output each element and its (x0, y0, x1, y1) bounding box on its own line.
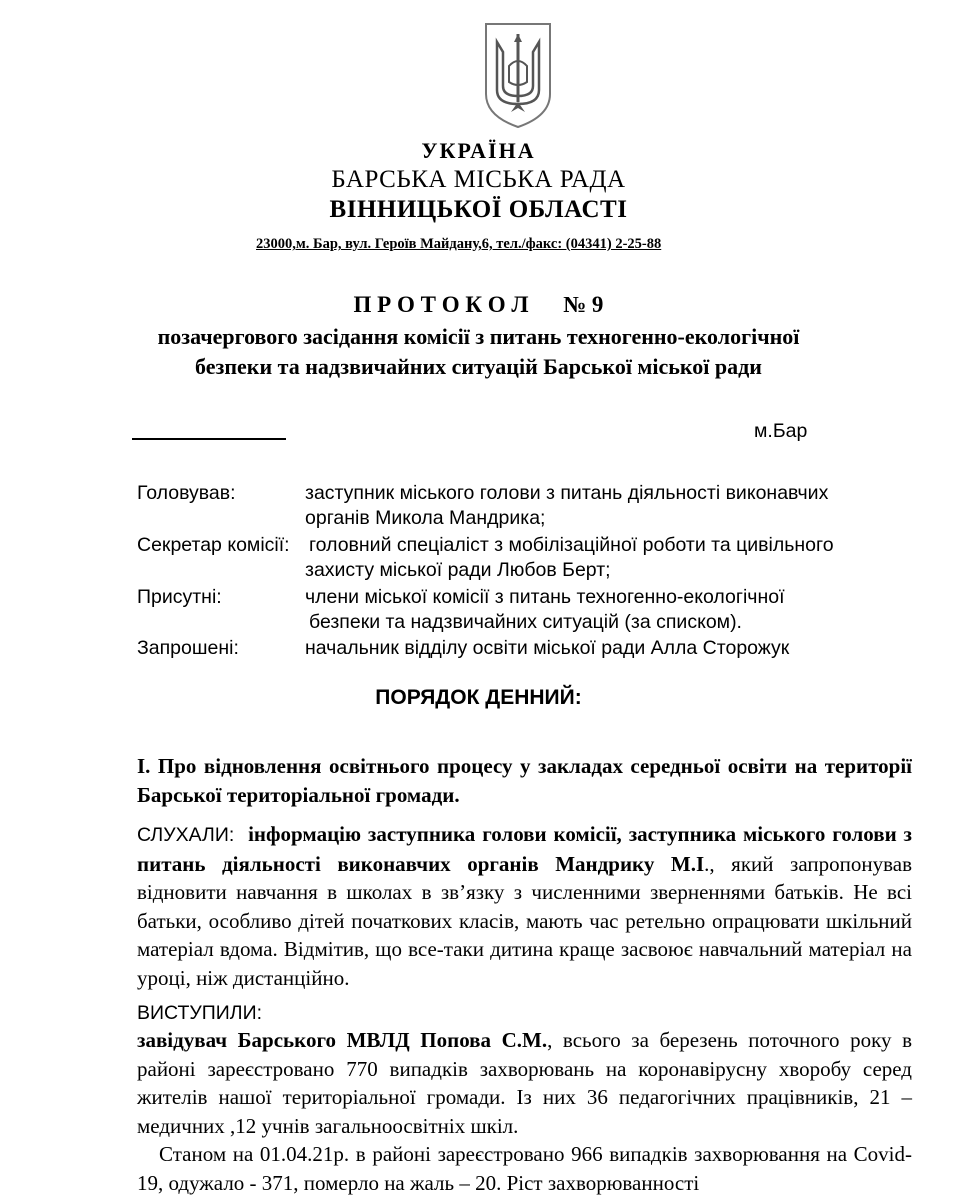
present-line2: безпеки та надзвичайних ситуацій (за списком). (309, 611, 742, 633)
city-label: м.Бар (754, 420, 808, 442)
protocol-subtitle-line1: позачергового засідання комісії з питань техногенно-екологічної (157, 324, 800, 349)
invited-label: Запрошені: (137, 637, 239, 659)
heard-text: ., який запропонував відновити навчання в школах в зв’язку з численними зверненнями батьків. Не всі батьки, особливо дітей початкових класів, мають час ретельно опрацювати шкільний матеріал вдома. Відмітив, що все-таки дитина краще засвоює навчальний матеріал на уроці, ніж дистанційно. (137, 851, 912, 990)
agenda-heading: ПОРЯДОК ДЕННИЙ: (375, 686, 582, 709)
invited-line1: начальник відділу освіти міської ради Алла Сторожук (305, 637, 790, 659)
address-line: 23000,м. Бар, вул. Героїв Майдану,6, тел./факс: (04341) 2-25-88 (256, 236, 662, 252)
speaker-name: завідувач Барського МВЛД Попова С.М. (137, 1028, 548, 1052)
agenda-item-1 (137, 752, 912, 809)
chair-line2: органів Микола Мандрика; (305, 507, 546, 529)
council-heading: БАРСЬКА МІСЬКА РАДА (331, 166, 626, 193)
agenda-item-1-text: І. Про відновлення освітнього процесу у закладах середньої освіти на території Барської територіальної громади. (137, 754, 912, 807)
coat-of-arms-icon (483, 20, 553, 130)
speeches-text1: , всього за березень поточного року в районі зареєстровано 770 випадків захворювань на коронавірусну хворобу серед жителів нашої територіальної громади. Із них 36 педагогічних працівників, 21 – медичних ,12 учнів загальноосвітніх шкіл. (137, 1028, 912, 1138)
secretary-label: Секретар комісії: (137, 534, 290, 556)
region-heading: ВІННИЦЬКОЇ ОБЛАСТІ (329, 196, 628, 223)
protocol-subtitle-line2: безпеки та надзвичайних ситуацій Барської міської ради (195, 354, 762, 379)
speeches-text2: Станом на 01.04.21р. в районі зареєстровано 966 випадків захворювання на Covid-19, одужало - 371, померло на жаль – 20. Ріст захворюванності (137, 1142, 912, 1195)
heard-section (137, 820, 912, 992)
present-label: Присутні: (137, 586, 222, 608)
protocol-title: П Р О Т О К О Л № 9 (353, 292, 604, 317)
heard-bold-text: інформацію заступника голови комісії, заступника міського голови з питань діяльності виконавчих органів Мандрику М.І (137, 822, 913, 876)
chair-line1: заступник міського голови з питань діяльності виконавчих (305, 482, 829, 504)
chair-label: Головував: (137, 482, 236, 504)
speeches-label: ВИСТУПИЛИ: (137, 1002, 263, 1024)
speeches-section (137, 1026, 912, 1197)
present-line1: члени міської комісії з питань техногенно-екологічної (305, 586, 785, 608)
country-heading: УКРАЇНА (421, 138, 536, 163)
secretary-line2: захисту міської ради Любов Берт; (305, 559, 611, 581)
secretary-line1: головний спеціаліст з мобілізаційної роботи та цивільного (309, 534, 834, 556)
date-blank-line (132, 438, 286, 440)
heard-label: СЛУХАЛИ: (137, 824, 235, 846)
